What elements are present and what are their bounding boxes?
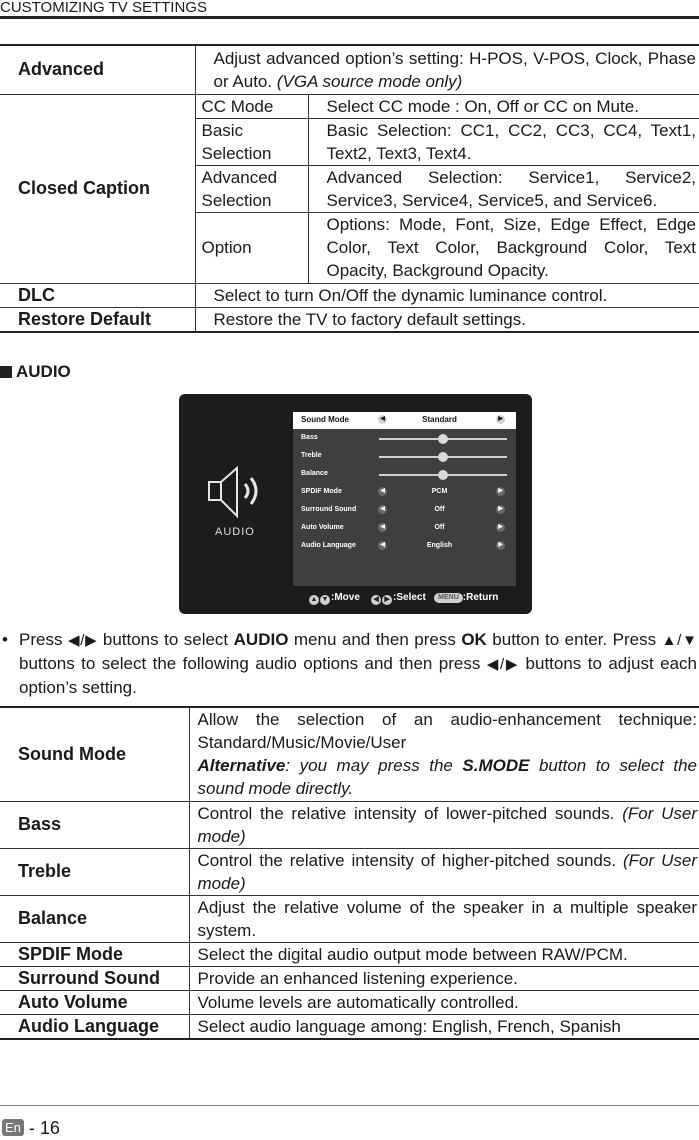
menu-item-bass[interactable]: Bass bbox=[293, 430, 516, 447]
row-label-balance: Balance bbox=[0, 895, 189, 942]
menu-item-balance[interactable]: Balance bbox=[293, 466, 516, 483]
menu-item-auto-volume[interactable]: Auto Volume ◀ Off ▶ bbox=[293, 520, 516, 537]
menu-item-sound-mode[interactable]: Sound Mode ◀ Standard ▶ bbox=[293, 412, 516, 429]
menu-key-icon: MENU bbox=[434, 593, 463, 603]
arrow-left-icon: ◀ bbox=[378, 487, 387, 496]
down-button-icon: ▼ bbox=[321, 596, 329, 603]
menu-item-treble[interactable]: Treble bbox=[293, 448, 516, 465]
square-bullet-icon bbox=[0, 366, 12, 378]
table-row bbox=[0, 283, 699, 307]
row-label-sound-mode: Sound Mode bbox=[0, 707, 189, 801]
speaker-icon bbox=[207, 464, 271, 520]
treble-slider[interactable] bbox=[379, 456, 507, 458]
table-row bbox=[0, 307, 699, 332]
arrow-right-icon: ▶ bbox=[496, 415, 505, 424]
table-row bbox=[0, 990, 699, 1014]
row-label-restore-default: Restore Default bbox=[0, 307, 195, 332]
bullet-icon: • bbox=[2, 630, 8, 649]
table-row bbox=[0, 942, 699, 966]
row-desc-dlc: Select to turn On/Off the dynamic luminance control. bbox=[195, 283, 699, 307]
cc-sub-label: CC Mode bbox=[195, 94, 308, 118]
row-label-auto-volume: Auto Volume bbox=[0, 990, 189, 1014]
arrow-left-icon: ◀ bbox=[378, 541, 387, 550]
slider-knob[interactable] bbox=[438, 470, 448, 480]
row-desc-restore-default: Restore the TV to factory default settings. bbox=[195, 307, 699, 332]
up-down-arrows-icon: ▲/▼ bbox=[661, 632, 697, 649]
right-button-icon: ▶ bbox=[382, 595, 392, 605]
table-row bbox=[0, 45, 699, 94]
cc-sub-label: Advanced Selection bbox=[195, 165, 308, 212]
audio-icon-label: AUDIO bbox=[215, 526, 255, 538]
table-row bbox=[0, 1014, 699, 1039]
table-row bbox=[0, 848, 699, 895]
slider-knob[interactable] bbox=[438, 434, 448, 444]
row-label-audio-language: Audio Language bbox=[0, 1014, 189, 1039]
footer-rule bbox=[0, 1105, 699, 1106]
menu-item-spdif-mode[interactable]: SPDIF Mode ◀ PCM ▶ bbox=[293, 484, 516, 501]
page-footer bbox=[2, 1118, 60, 1139]
left-right-arrows-icon: ◀/▶ bbox=[486, 656, 520, 673]
row-label-spdif-mode: SPDIF Mode bbox=[0, 942, 189, 966]
arrow-right-icon: ▶ bbox=[496, 523, 505, 532]
cc-sub-desc: Basic Selection: CC1, CC2, CC3, CC4, Text1, Text2, Text3, Text4. bbox=[308, 118, 699, 165]
header-rule bbox=[0, 16, 699, 19]
row-label-surround-sound: Surround Sound bbox=[0, 966, 189, 990]
arrow-left-icon: ◀ bbox=[378, 523, 387, 532]
row-label-advanced: Advanced bbox=[0, 45, 195, 94]
row-desc-advanced: Adjust advanced option’s setting: H-POS, V-POS, Clock, Phase or Auto. (VGA source mode only) bbox=[195, 45, 699, 94]
left-right-arrows-icon: ◀/▶ bbox=[67, 632, 98, 649]
row-desc-balance: Adjust the relative volume of the speaker in a multiple speaker system. bbox=[189, 895, 699, 942]
table-row bbox=[0, 801, 699, 848]
settings-table-1 bbox=[0, 44, 699, 333]
row-desc-treble: Control the relative intensity of higher-pitched sounds. (For User mode) bbox=[189, 848, 699, 895]
row-desc-audio-language: Select audio language among: English, French, Spanish bbox=[189, 1014, 699, 1039]
row-label-closed-caption: Closed Caption bbox=[0, 94, 195, 283]
row-desc-surround-sound: Provide an enhanced listening experience. bbox=[189, 966, 699, 990]
cc-sub-desc: Advanced Selection: Service1, Service2, Service3, Service4, Service5, and Service6. bbox=[308, 165, 699, 212]
row-desc-spdif-mode: Select the digital audio output mode between RAW/PCM. bbox=[189, 942, 699, 966]
row-desc-sound-mode: Allow the selection of an audio-enhancement technique: Standard/Music/Movie/User Alternative: you may press the S.MODE button to select the sound mode directly. bbox=[189, 707, 699, 801]
cc-sub-desc: Options: Mode, Font, Size, Edge Effect, Edge Color, Text Color, Background Color, Text Opacity, Background Opacity. bbox=[308, 212, 699, 283]
slider-knob[interactable] bbox=[438, 452, 448, 462]
up-button-icon: ▲ bbox=[310, 596, 318, 603]
row-label-treble: Treble bbox=[0, 848, 189, 895]
row-label-bass: Bass bbox=[0, 801, 189, 848]
page-number: - 16 bbox=[28, 1118, 60, 1138]
arrow-right-icon: ▶ bbox=[496, 541, 505, 550]
arrow-left-icon: ◀ bbox=[378, 505, 387, 514]
table-row bbox=[0, 895, 699, 942]
left-button-icon: ◀ bbox=[371, 595, 381, 605]
arrow-right-icon: ▶ bbox=[496, 505, 505, 514]
cc-sub-desc: Select CC mode : On, Off or CC on Mute. bbox=[308, 94, 699, 118]
page-header-title: CUSTOMIZING TV SETTINGS bbox=[0, 0, 207, 16]
row-desc-auto-volume: Volume levels are automatically controlled. bbox=[189, 990, 699, 1014]
language-badge: En bbox=[2, 1119, 24, 1136]
section-title-audio: AUDIO bbox=[0, 362, 71, 382]
balance-slider[interactable] bbox=[379, 474, 507, 476]
arrow-right-icon: ▶ bbox=[496, 487, 505, 496]
menu-item-audio-language[interactable]: Audio Language ◀ English ▶ bbox=[293, 538, 516, 555]
table-row bbox=[0, 94, 699, 118]
menu-item-surround-sound[interactable]: Surround Sound ◀ Off ▶ bbox=[293, 502, 516, 519]
audio-menu-panel bbox=[293, 412, 516, 586]
tv-menu-screenshot bbox=[179, 394, 532, 614]
arrow-left-icon: ◀ bbox=[378, 415, 387, 424]
cc-sub-label: Basic Selection bbox=[195, 118, 308, 165]
table-row bbox=[0, 707, 699, 801]
cc-sub-label: Option bbox=[195, 212, 308, 283]
bass-slider[interactable] bbox=[379, 438, 507, 440]
table-row bbox=[0, 966, 699, 990]
row-label-dlc: DLC bbox=[0, 283, 195, 307]
audio-settings-table bbox=[0, 706, 699, 1040]
row-desc-bass: Control the relative intensity of lower-pitched sounds. (For User mode) bbox=[189, 801, 699, 848]
menu-hint-bar: ▲ ▼ :Move ◀ ▶ :Select MENU :Return bbox=[310, 592, 499, 603]
